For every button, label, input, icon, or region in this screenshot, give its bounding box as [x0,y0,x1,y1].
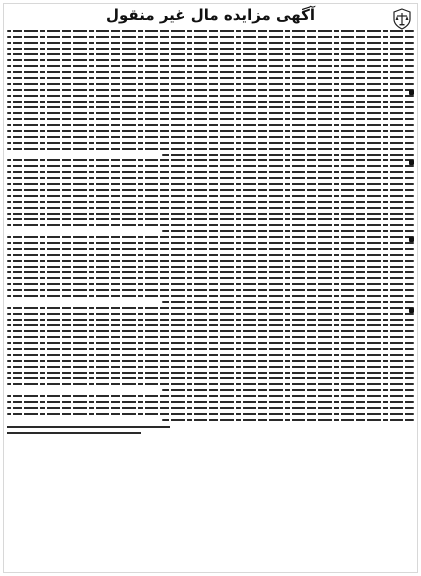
text-line [7,189,414,191]
text-line [7,77,414,79]
text-line [162,389,414,391]
text-line [7,201,414,203]
text-line [7,260,414,262]
text-line [7,413,414,415]
text-line [7,313,414,315]
text-line [7,254,414,256]
text-line [7,148,414,150]
text-line [7,59,414,61]
text-line [7,71,414,73]
notice-title: آگهی مزایده مال غیر منقول [105,6,315,24]
section-number-mark [409,308,414,313]
text-line [7,271,414,273]
notice-paragraph-section-2 [7,159,414,232]
notice-paragraph-section-1 [7,89,414,156]
text-line [7,177,414,179]
notice-paragraph-closing [7,395,414,421]
text-line [7,65,414,67]
text-line [7,89,414,91]
text-line [7,36,414,38]
text-line [7,395,414,397]
text-line [7,348,414,350]
text-line [7,53,414,55]
text-line [162,419,414,421]
text-line [7,236,414,238]
text-line [7,95,414,97]
text-line [7,48,414,50]
text-line [7,112,414,114]
text-line [7,407,414,409]
text-line [7,183,414,185]
text-line [7,366,414,368]
text-line [7,195,414,197]
signature-line [7,426,170,428]
text-line [7,242,414,244]
text-line [7,330,414,332]
notice-paragraph-section-3 [7,236,414,303]
text-line [7,224,414,226]
text-line [7,266,414,268]
signature-line [7,432,141,434]
text-line [7,336,414,338]
text-line [7,207,414,209]
text-line [7,42,414,44]
text-line [7,289,414,291]
text-line [7,130,414,132]
text-line [7,401,414,403]
text-line [162,230,414,232]
text-line [7,118,414,120]
section-number-mark [409,90,414,95]
notice-header [7,6,414,26]
text-line [7,354,414,356]
text-line [7,106,414,108]
text-line [7,213,414,215]
text-line [7,101,414,103]
text-line [7,342,414,344]
text-line [162,301,414,303]
notice-body [7,30,414,421]
section-number-mark [409,160,414,165]
text-line [7,83,414,85]
text-line [7,283,414,285]
text-line [7,165,414,167]
text-line [7,136,414,138]
text-line [7,360,414,362]
text-line [7,383,414,385]
text-line [7,218,414,220]
text-line [7,319,414,321]
text-line [7,30,414,32]
text-line [7,372,414,374]
text-line [162,154,414,156]
text-line [7,324,414,326]
text-line [7,124,414,126]
text-line [7,307,414,309]
signature-block [7,426,414,434]
text-line [7,159,414,161]
notice-paragraph-intro [7,30,414,85]
section-number-mark [409,237,414,242]
text-line [7,171,414,173]
text-line [7,142,414,144]
text-line [7,377,414,379]
text-line [7,277,414,279]
text-line [7,248,414,250]
notice-paragraph-section-4 [7,307,414,391]
text-line [7,295,414,297]
